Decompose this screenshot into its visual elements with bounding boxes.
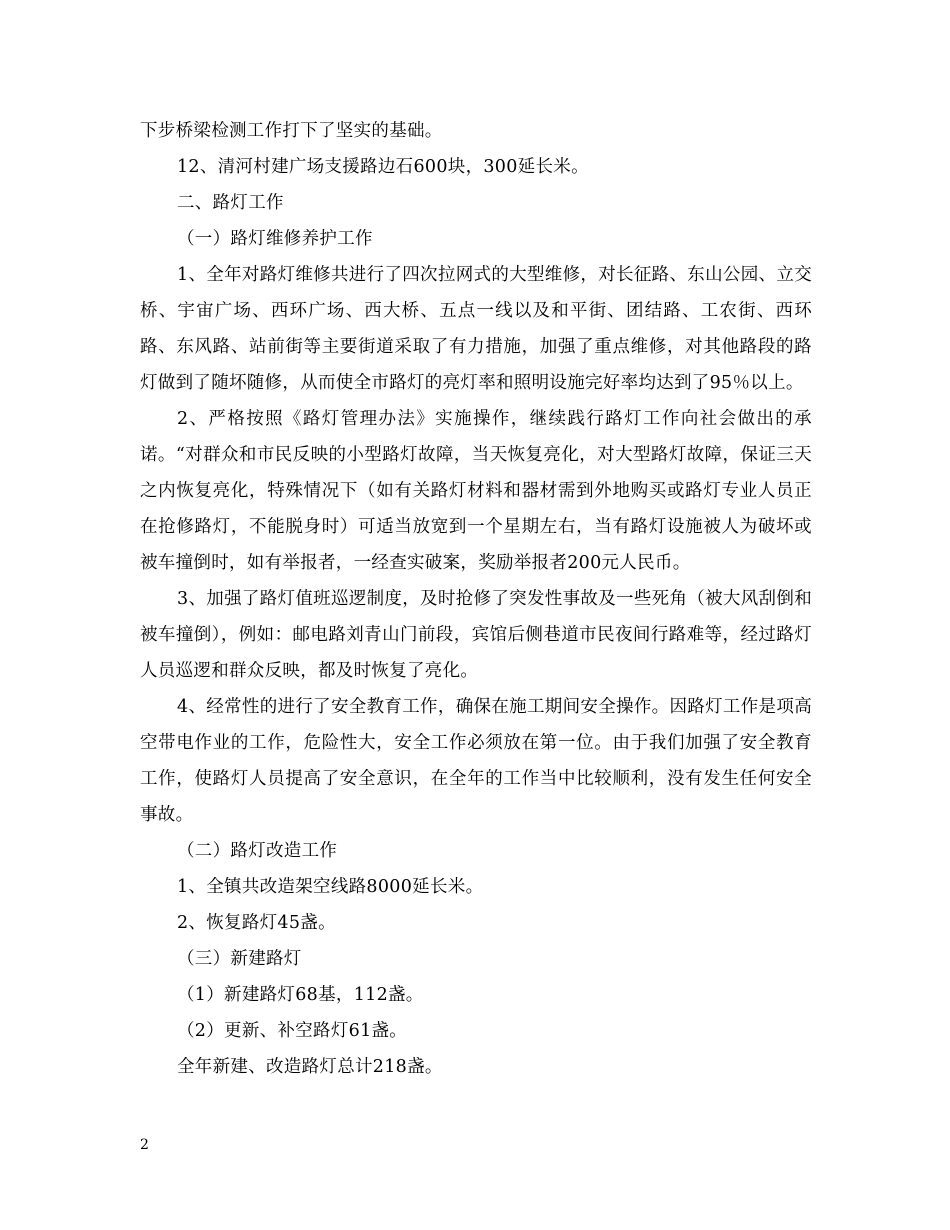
section-heading-streetlight-work: 二、路灯工作: [177, 193, 284, 213]
paragraph-new-lights-2: （2）更新、补空路灯61盏。: [177, 1021, 408, 1041]
subsection-heading-renovation: （二）路灯改造工作: [177, 841, 338, 861]
paragraph-maintenance-2: 2、严格按照《路灯管理办法》实施操作，继续践行路灯工作向社会做出的承诺。“对群众和市民反映的小型路灯故障，当天恢复亮化，对大型路灯故障，保证三天之内恢复亮化，特殊情况下（如有关路灯材料和器材需到外地购买或路灯专业人员正在抢修路灯，不能脱身时）可适当放宽到一个星期左右，当有路灯设施被人为破坏或被车撞倒时，如有举报者，一经查实破案，奖励举报者200元人民币。: [140, 409, 812, 573]
paragraph-maintenance-3: 3、加强了路灯值班巡逻制度，及时抢修了突发性事故及一些死角（被大风刮倒和被车撞倒），例如：邮电路刘青山门前段，宾馆后侧巷道市民夜间行路难等，经过路灯人员巡逻和群众反映，都及时恢复了亮化。: [140, 589, 812, 681]
paragraph-maintenance-4: 4、经常性的进行了安全教育工作，确保在施工期间安全操作。因路灯工作是项高空带电作业的工作，危险性大，安全工作必须放在第一位。由于我们加强了安全教育工作，使路灯人员提高了安全意识，在全年的工作当中比较顺利，没有发生任何安全事故。: [140, 697, 812, 825]
subsection-heading-new-lights: （三）新建路灯: [177, 949, 302, 969]
page-number: 2: [140, 1137, 149, 1153]
paragraph-new-lights-1: （1）新建路灯68基，112盏。: [177, 985, 424, 1005]
subsection-heading-maintenance: （一）路灯维修养护工作: [177, 229, 373, 249]
paragraph-continuation: 下步桥梁检测工作打下了坚实的基础。: [140, 121, 443, 141]
paragraph-renovation-2: 2、恢复路灯45盏。: [177, 913, 336, 933]
paragraph-item-12: 12、清河村建广场支援路边石600块，300延长米。: [177, 157, 589, 177]
paragraph-maintenance-1: 1、全年对路灯维修共进行了四次拉网式的大型维修，对长征路、东山公园、立交桥、宇宙广场、西环广场、西大桥、五点一线以及和平街、团结路、工农街、西环路、东风路、站前街等主要街道采取了有力措施，加强了重点维修，对其他路段的路灯做到了随坏随修，从而使全市路灯的亮灯率和照明设施完好率均达到了95％以上。: [140, 265, 812, 393]
paragraph-renovation-1: 1、全镇共改造架空线路8000延长米。: [177, 877, 484, 897]
document-body: [140, 113, 812, 1085]
paragraph-annual-total: 全年新建、改造路灯总计218盏。: [177, 1057, 443, 1077]
